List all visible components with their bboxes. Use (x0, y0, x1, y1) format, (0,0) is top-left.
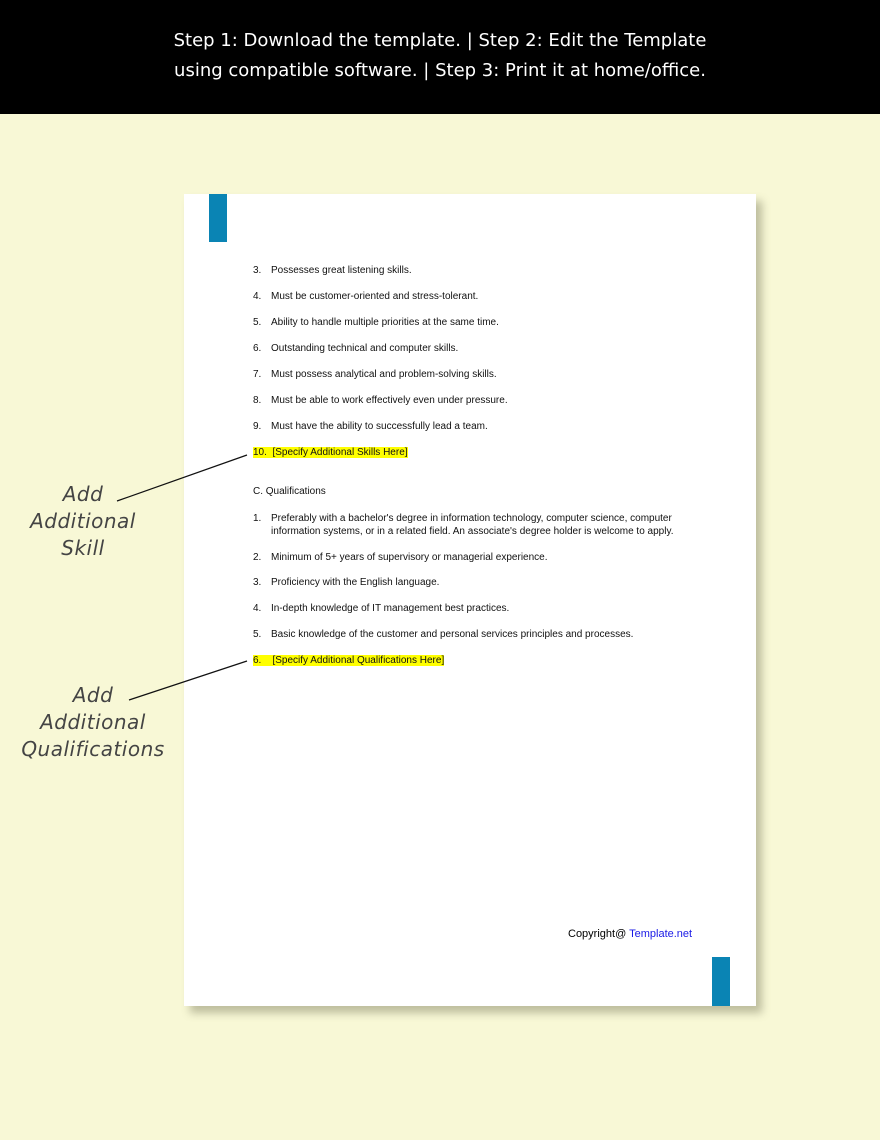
callout-line: Additional (40, 710, 146, 734)
list-number: 4. (253, 603, 262, 614)
list-text: In-depth knowledge of IT management best practices. (271, 603, 510, 614)
highlighted-placeholder[interactable] (253, 447, 408, 458)
copyright-notice (568, 928, 692, 940)
list-text: [Specify Additional Qualifications Here] (272, 655, 445, 666)
list-number: 4. (253, 291, 262, 302)
highlighted-placeholder[interactable] (253, 655, 444, 666)
template-net-link[interactable]: Template.net (629, 928, 693, 940)
list-text: Must be customer-oriented and stress-tolerant. (271, 291, 479, 302)
list-number: 6. (253, 343, 262, 354)
callout-line: Skill (61, 536, 105, 560)
callout-add-skill (20, 481, 146, 562)
list-number: 10. (253, 447, 267, 458)
copyright-prefix: Copyright@ (568, 928, 630, 940)
list-text: Outstanding technical and computer skills. (271, 343, 459, 354)
list-text: Minimum of 5+ years of supervisory or managerial experience. (271, 552, 548, 563)
list-number: 3. (253, 577, 262, 588)
list-text: Proficiency with the English language. (271, 577, 440, 588)
accent-bar-bottom (712, 957, 730, 1006)
banner-line-1: Step 1: Download the template. | Step 2: Edit the Template (173, 30, 707, 51)
list-text: Preferably with a bachelor's degree in information technology, computer science, computer information systems, or in a related field. An associate's degree holder is welcome to apply. (271, 513, 674, 537)
list-text: Must be able to work effectively even under pressure. (271, 395, 508, 406)
list-text: Must possess analytical and problem-solving skills. (271, 369, 497, 380)
list-number: 7. (253, 369, 262, 380)
document-page (184, 194, 756, 1006)
list-number: 1. (253, 513, 262, 524)
list-number: 3. (253, 265, 262, 276)
callout-add-qualifications (18, 682, 168, 763)
list-number: 5. (253, 317, 262, 328)
list-text: [Specify Additional Skills Here] (272, 447, 408, 458)
accent-bar-top (209, 194, 227, 242)
list-text: Possesses great listening skills. (271, 265, 412, 276)
callout-line: Add (62, 482, 104, 506)
list-number: 2. (253, 552, 262, 563)
callout-line: Qualifications (21, 737, 165, 761)
list-number: 6. (253, 655, 262, 666)
list-number: 8. (253, 395, 262, 406)
qualification-item-placeholder[interactable] (253, 654, 693, 667)
section-heading-qualifications: C. Qualifications (253, 486, 326, 497)
list-number: 5. (253, 629, 262, 640)
instructions-banner (0, 0, 880, 114)
list-text: Ability to handle multiple priorities at the same time. (271, 317, 499, 328)
callout-line: Add (72, 683, 114, 707)
list-number: 9. (253, 421, 262, 432)
callout-line: Additional (30, 509, 136, 533)
list-text: Must have the ability to successfully lead a team. (271, 421, 488, 432)
banner-line-2: using compatible software. | Step 3: Print it at home/office. (174, 60, 706, 81)
list-text: Basic knowledge of the customer and personal services principles and processes. (271, 629, 634, 640)
skill-item-placeholder[interactable] (253, 446, 693, 459)
